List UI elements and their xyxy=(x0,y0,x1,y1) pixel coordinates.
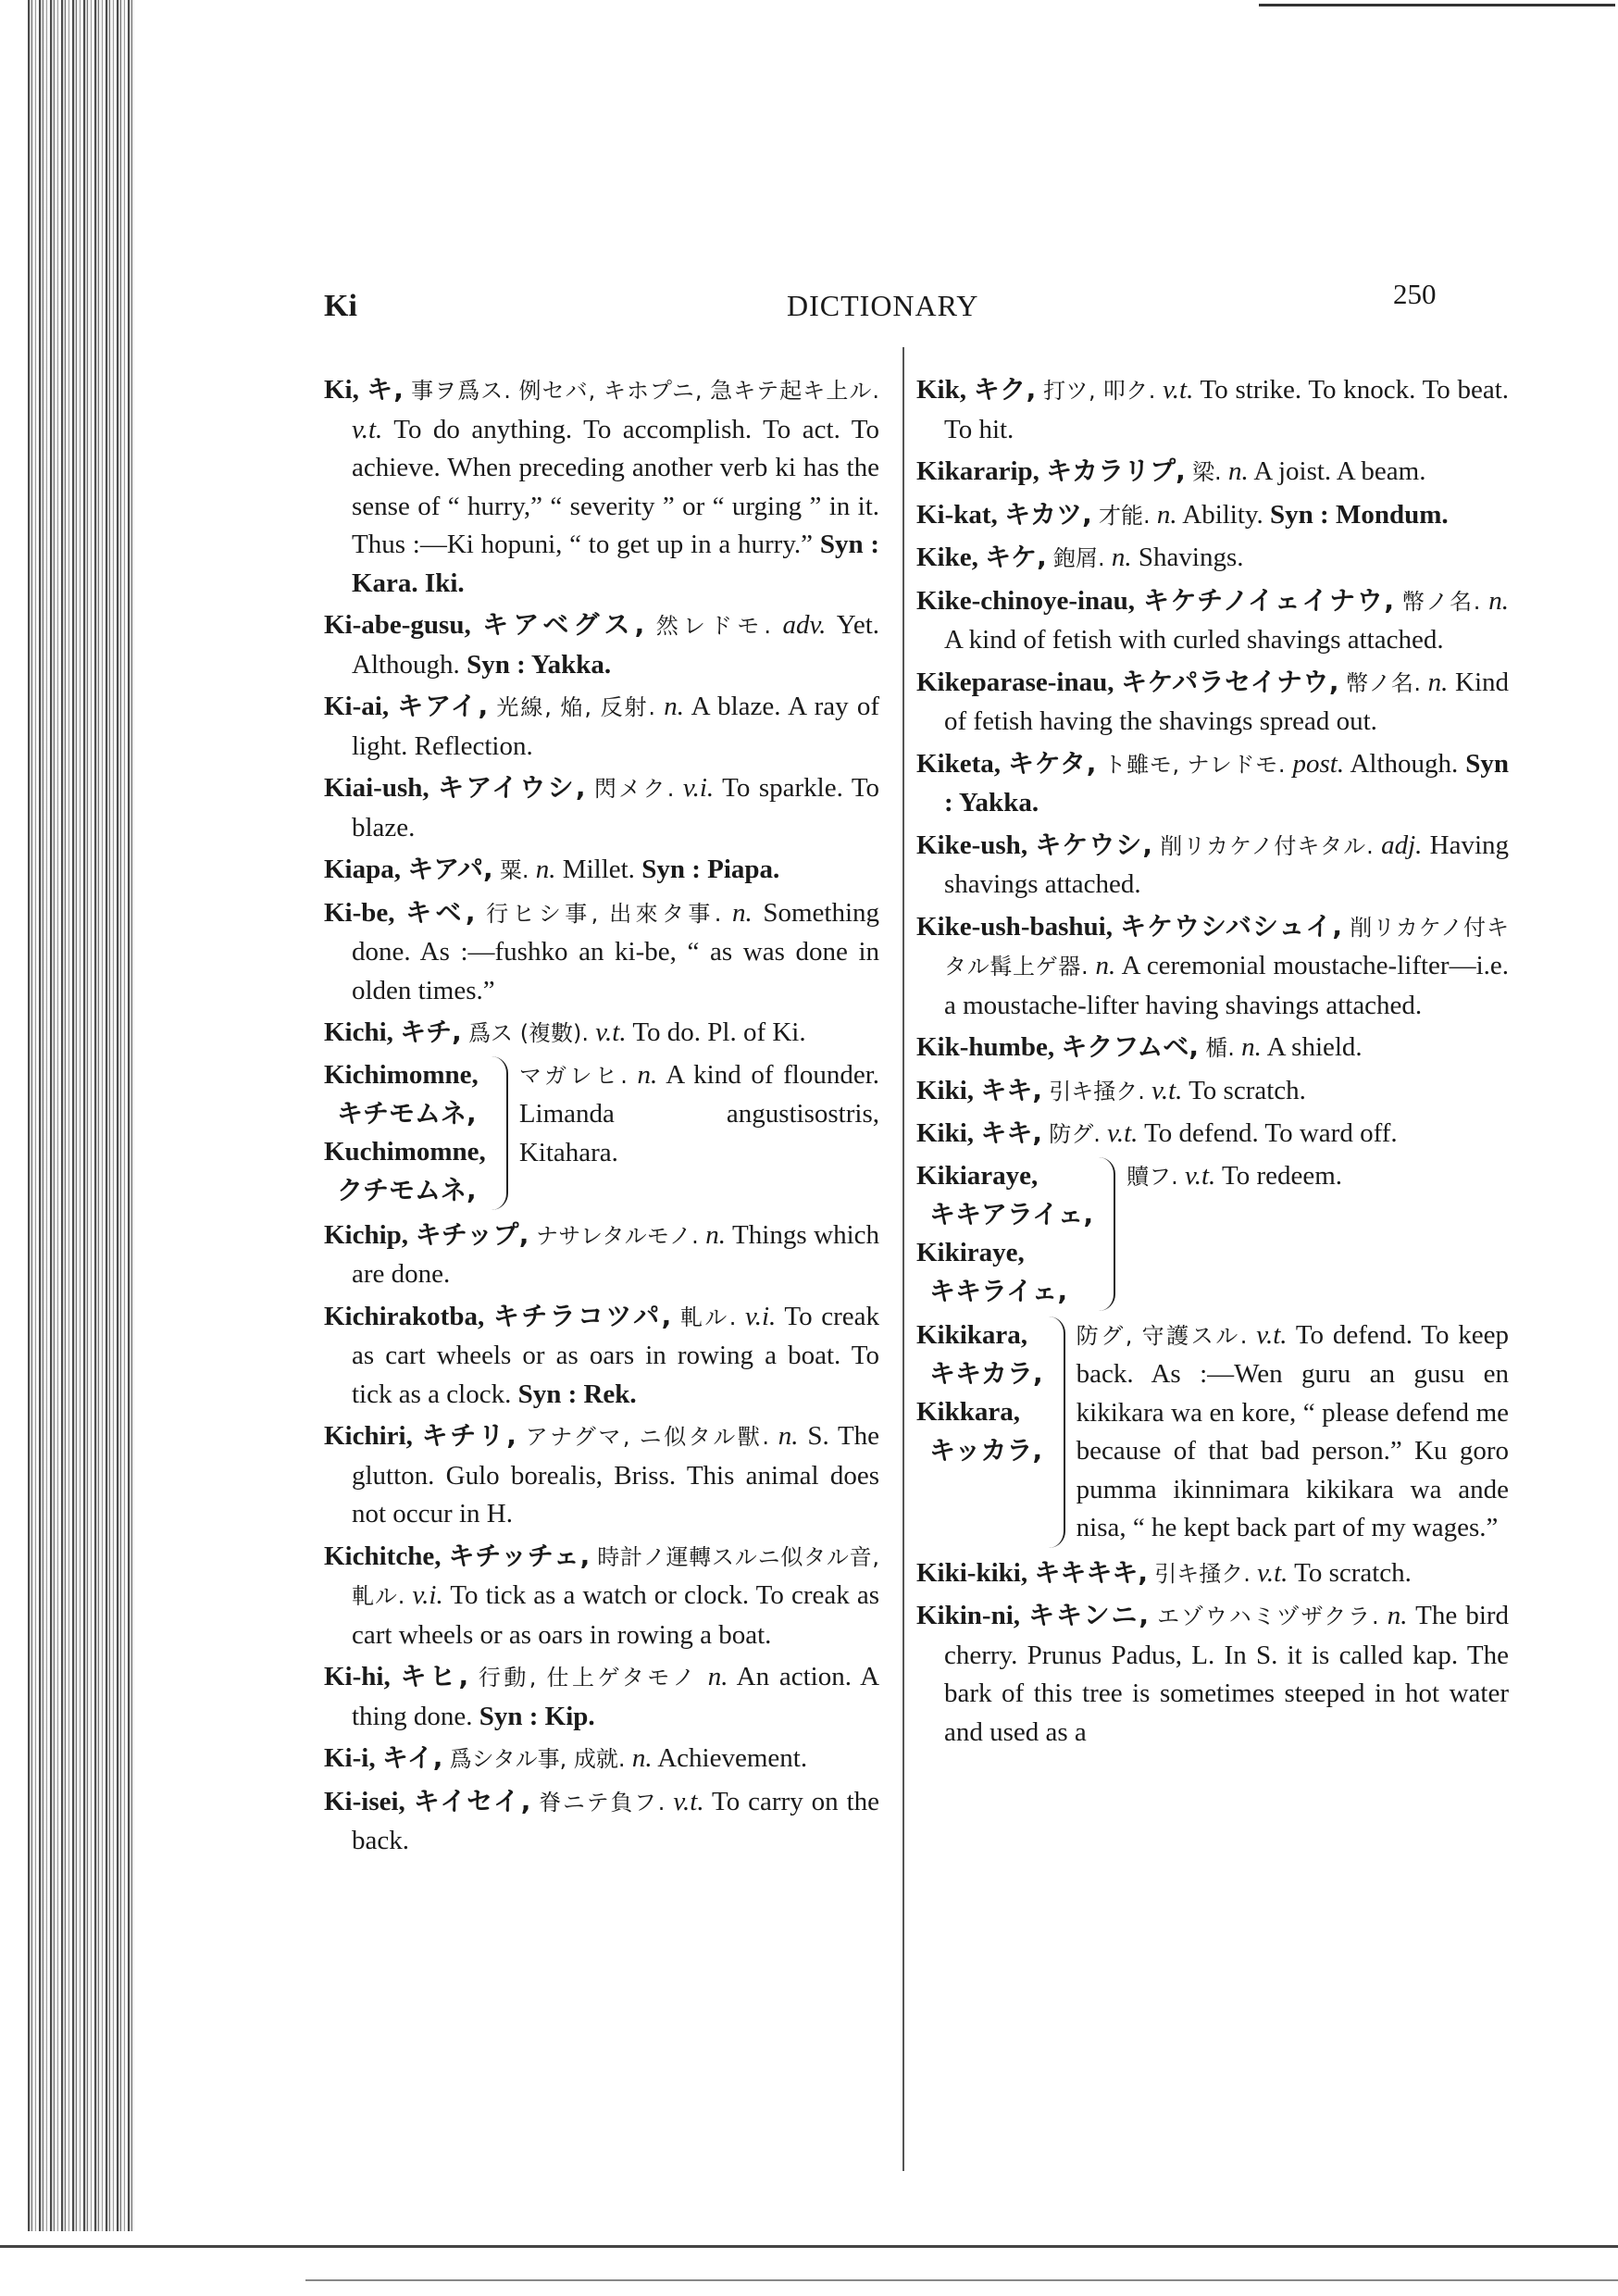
headword-kana: キキ, xyxy=(980,1074,1042,1105)
part-of-speech: n. xyxy=(1111,543,1132,572)
synonym: Syn : Kip. xyxy=(479,1701,595,1731)
definition-text: An action. A thing done. xyxy=(352,1662,880,1731)
grouped-headword: Kikkara, xyxy=(916,1396,1020,1427)
dictionary-entry xyxy=(324,370,879,603)
headword: Kiketa, xyxy=(916,748,1002,779)
headword-kana: キチップ, xyxy=(415,1218,529,1250)
definition-text: To strike. To knock. To beat. To hit. xyxy=(944,375,1510,444)
headword-kana: キケウシバシュイ, xyxy=(1120,910,1342,942)
definition-text: To scratch. xyxy=(1189,1075,1306,1105)
headword: Kichitche, xyxy=(324,1541,442,1571)
part-of-speech: n. xyxy=(1427,667,1449,697)
headword-kana: キケ, xyxy=(985,542,1047,572)
synonym: Syn : Piapa. xyxy=(641,855,780,884)
headword: Ki-hi, xyxy=(324,1662,391,1691)
column-divider xyxy=(902,347,904,2171)
definition-text: A kind of flounder. Limanda angustisostris, Kitahara. xyxy=(518,1059,879,1167)
definition-text: A ceremonial moustache-lifter—i.e. a moustache-lifter having shavings attached. xyxy=(944,951,1509,1020)
grouped-headword: Kikiaraye, xyxy=(916,1160,1039,1191)
part-of-speech: n. xyxy=(535,855,556,884)
part-of-speech: n. xyxy=(707,1662,728,1691)
headword-kana: キイセイ, xyxy=(413,1785,531,1816)
japanese-gloss: 打ツ, 叩ク. xyxy=(1043,378,1156,404)
dictionary-entry xyxy=(324,1782,879,1861)
grouping-brace xyxy=(490,1056,508,1210)
part-of-speech: n. xyxy=(1488,585,1510,616)
part-of-speech: n. xyxy=(731,897,753,928)
part-of-speech: n. xyxy=(1387,1601,1408,1630)
headword: Kiki-kiki, xyxy=(916,1557,1028,1588)
headword: Kichi, xyxy=(324,1017,393,1047)
part-of-speech: n. xyxy=(778,1421,799,1451)
headword: Kiai-ush, xyxy=(324,773,429,803)
japanese-gloss: 贖フ. xyxy=(1126,1163,1178,1190)
definition-text: Although. xyxy=(1350,748,1459,779)
dictionary-entry xyxy=(324,893,879,1011)
headword-kana: キアイウシ, xyxy=(438,772,586,803)
japanese-gloss: 幣ノ名. xyxy=(1346,669,1421,696)
japanese-gloss: 粟. xyxy=(499,857,529,883)
japanese-gloss: 防グ, 守護スル. xyxy=(1076,1322,1248,1349)
headword-kana: キベ, xyxy=(405,896,476,928)
dictionary-entry xyxy=(916,370,1509,449)
book-spine-edge xyxy=(28,0,134,2231)
definition-text: To do. Pl. of Ki. xyxy=(632,1017,806,1047)
headword: Kike-chinoye-inau, xyxy=(916,585,1136,616)
japanese-gloss: 削リカケノ付キタル. xyxy=(1160,832,1374,859)
headword: Ki-i, xyxy=(324,1743,376,1773)
grouped-headword: Kikikara, xyxy=(916,1319,1028,1350)
headword: Kike-ush, xyxy=(916,830,1028,860)
japanese-gloss: 鉋屑. xyxy=(1053,545,1105,571)
headword-kana: キアイ, xyxy=(397,691,489,721)
grouped-definition xyxy=(1077,1316,1509,1548)
japanese-gloss: 引キ掻ク. xyxy=(1049,1078,1145,1104)
part-of-speech: v.t. xyxy=(1257,1557,1288,1588)
dictionary-entry xyxy=(916,452,1509,493)
dictionary-entry xyxy=(916,1028,1509,1068)
japanese-gloss: 脊ニテ負フ. xyxy=(539,1789,666,1816)
headword: Kike-ush-bashui, xyxy=(916,911,1113,942)
right-entries-a xyxy=(916,370,1509,1154)
headword: Kichiri, xyxy=(324,1421,413,1451)
headword: Kiapa, xyxy=(324,855,401,884)
headword-kana: キケパラセイナウ, xyxy=(1121,666,1339,697)
headword-kana: キキキキ, xyxy=(1034,1556,1148,1588)
definition-text: Having shavings attached. xyxy=(944,830,1510,899)
part-of-speech: v.t. xyxy=(1107,1118,1139,1148)
part-of-speech: post. xyxy=(1292,748,1345,779)
definition-text: To do anything. To accomplish. To act. To achieve. When preceding another verb ki has the sense of “ hurry,” “ severity ” or “ urging ” in it. Thus :—Ki hopuni, “ to get up in a hurry.” xyxy=(352,414,879,559)
grouped-headword-kana: キッカラ, xyxy=(929,1435,1043,1466)
japanese-gloss: 削リカケノ付キタル髯上ゲ器. xyxy=(944,914,1510,980)
definition-text: Things which are done. xyxy=(352,1219,879,1289)
japanese-gloss: ナサレタルモノ. xyxy=(535,1222,699,1249)
dictionary-entry xyxy=(324,1297,879,1415)
right-grouped-entry-2 xyxy=(916,1316,1509,1548)
dictionary-entry xyxy=(324,605,879,684)
dictionary-entry xyxy=(324,1013,879,1054)
headword-kana: キヒ, xyxy=(400,1661,469,1691)
dictionary-entry xyxy=(324,1416,879,1534)
japanese-gloss: 梁. xyxy=(1192,459,1222,485)
page-number: 250 xyxy=(1393,278,1437,310)
dictionary-entry xyxy=(916,1071,1509,1112)
headword-kana: キチリ, xyxy=(421,1420,517,1451)
part-of-speech: n. xyxy=(1156,499,1177,530)
dictionary-entry xyxy=(916,581,1509,660)
definition-text: Millet. xyxy=(562,855,635,884)
grouped-headword-kana: キチモムネ, xyxy=(337,1098,477,1129)
headword: Kikeparase-inau, xyxy=(916,667,1114,697)
definition-text: To defend. To keep back. As :—Wen guru an gusu en kikikara wa en kore, “ please defend me because of that bad person.” Ku goro pumma ikinnimara kikikara wa ande nisa, “ he kept back part of my wages.” xyxy=(1076,1319,1510,1542)
dictionary-entry xyxy=(324,687,879,766)
dictionary-entry xyxy=(916,907,1509,1026)
dictionary-entry xyxy=(916,744,1509,823)
definition-text: A joist. A beam. xyxy=(1253,456,1426,486)
headword: Kichip, xyxy=(324,1219,409,1250)
definition-text: A shield. xyxy=(1266,1032,1363,1062)
left-column xyxy=(324,370,879,1864)
headword-kana: キケタ, xyxy=(1008,747,1097,779)
japanese-gloss: 防グ. xyxy=(1049,1121,1101,1147)
definition-text: Achievement. xyxy=(657,1743,808,1773)
part-of-speech: v.i. xyxy=(682,773,715,803)
part-of-speech: v.i. xyxy=(744,1301,777,1331)
headword-kana: キアベグス, xyxy=(482,609,645,640)
right-column xyxy=(916,370,1509,1754)
grouped-headwords xyxy=(916,1316,1043,1470)
japanese-gloss: 幣ノ名. xyxy=(1401,588,1481,615)
grouped-headword-kana: キキアライェ, xyxy=(929,1199,1094,1229)
headword-kana: キアパ, xyxy=(407,854,493,884)
right-grouped-entry-1 xyxy=(916,1157,1509,1311)
grouped-headword-kana: クチモムネ, xyxy=(337,1175,477,1205)
running-head-title: DICTIONARY xyxy=(787,289,979,322)
grouped-headword: Kikiraye, xyxy=(916,1237,1025,1267)
japanese-gloss: 然レドモ. xyxy=(655,613,772,639)
grouped-headwords xyxy=(916,1157,1093,1311)
dictionary-entry xyxy=(916,826,1509,905)
grouped-headword: Kuchimomne, xyxy=(324,1136,486,1167)
dictionary-entry xyxy=(916,495,1509,536)
headword-kana: キクフムベ, xyxy=(1061,1031,1200,1062)
definition-text: To carry on the back. xyxy=(352,1786,880,1855)
synonym: Syn : Kara. Iki. xyxy=(352,530,880,598)
left-entries-a xyxy=(324,370,879,1054)
definition-text: To redeem. xyxy=(1222,1160,1343,1191)
headword: Kiki, xyxy=(916,1118,975,1148)
headword-kana: キカラリプ, xyxy=(1046,455,1186,486)
part-of-speech: n. xyxy=(1227,456,1249,486)
headword: Kiki, xyxy=(916,1075,975,1105)
running-head-left: Ki xyxy=(324,289,357,323)
headword-kana: キク, xyxy=(973,374,1037,405)
synonym: Syn : Mondum. xyxy=(1270,499,1449,530)
japanese-gloss: 光線, 焔, 反射. xyxy=(496,694,656,720)
definition-text: A blaze. A ray of light. Reflection. xyxy=(352,692,880,761)
bottom-rule xyxy=(0,2245,1618,2248)
definition-text: A kind of fetish with curled shavings attached. xyxy=(944,625,1444,655)
grouping-brace xyxy=(1047,1316,1065,1548)
grouped-headwords xyxy=(324,1056,486,1210)
part-of-speech: v.t. xyxy=(673,1786,704,1816)
headword-kana: キキンニ, xyxy=(1028,1600,1149,1630)
dictionary-entry xyxy=(916,1114,1509,1154)
definition-text: Yet. Although. xyxy=(352,610,879,680)
headword-kana: キケウシ, xyxy=(1035,829,1153,860)
part-of-speech: n. xyxy=(1241,1032,1262,1062)
japanese-gloss: マガレヒ. xyxy=(518,1062,628,1089)
japanese-gloss: 時計ノ運轉スルニ似タル音, 軋ル. xyxy=(352,1543,879,1609)
definition-text: To scratch. xyxy=(1294,1557,1412,1588)
japanese-gloss: エゾウハミヅザクラ. xyxy=(1157,1603,1379,1629)
grouped-headword: Kichimomne, xyxy=(324,1059,479,1090)
dictionary-entry xyxy=(324,1537,879,1655)
dictionary-entry xyxy=(916,1596,1509,1752)
headword: Ki-be, xyxy=(324,897,395,928)
japanese-gloss: 閃メク. xyxy=(594,776,675,802)
dictionary-entry xyxy=(324,1739,879,1779)
japanese-gloss: アナグマ, ニ似タル獸. xyxy=(525,1424,769,1450)
headword: Ki-ai, xyxy=(324,692,390,721)
dictionary-entry xyxy=(324,768,879,847)
left-entries-b xyxy=(324,1216,879,1861)
grouped-headword-kana: キキカラ, xyxy=(929,1358,1043,1389)
synonym: Syn : Rek. xyxy=(517,1379,637,1409)
headword-kana: キイ, xyxy=(381,1742,443,1773)
top-rule xyxy=(1259,4,1615,6)
japanese-gloss: 爲ス (複數). xyxy=(468,1020,590,1046)
headword-kana: キチラコツパ, xyxy=(492,1300,672,1331)
definition-text: To defend. To ward off. xyxy=(1144,1118,1398,1148)
headword: Kike, xyxy=(916,543,978,572)
definition-text: To creak as cart wheels or as oars in rowing a boat. To tick as a clock. xyxy=(352,1301,879,1409)
definition-text: To sparkle. To blaze. xyxy=(352,773,880,842)
part-of-speech: v.t. xyxy=(1256,1319,1288,1350)
grouped-definition xyxy=(1126,1157,1509,1197)
dictionary-entry xyxy=(324,1657,879,1736)
part-of-speech: adv. xyxy=(782,610,827,640)
bottom-rule-secondary xyxy=(305,2279,1618,2281)
definition-text: Kind of fetish having the shavings spread out. xyxy=(944,667,1510,736)
japanese-gloss: 行動, 仕上ゲタモノ xyxy=(478,1665,699,1691)
headword: Kichirakotba, xyxy=(324,1301,485,1331)
definition-text: The bird cherry. Prunus Padus, L. In S. it is called kap. The bark of this tree is sometimes steeped in hot water and used as a xyxy=(944,1601,1510,1747)
synonym: Syn : Yakka. xyxy=(467,649,612,680)
japanese-gloss: 爲シタル事, 成就. xyxy=(449,1746,626,1772)
part-of-speech: v.t. xyxy=(595,1017,627,1047)
part-of-speech: adj. xyxy=(1381,830,1423,860)
definition-text: Shavings. xyxy=(1138,543,1244,572)
headword-kana: キカツ, xyxy=(1004,498,1092,530)
japanese-gloss: 行ヒシ事, 出來タ事. xyxy=(486,900,722,927)
headword: Ki, xyxy=(324,375,359,405)
left-grouped-entry xyxy=(324,1056,879,1210)
part-of-speech: v.t. xyxy=(1185,1160,1216,1191)
part-of-speech: n. xyxy=(637,1059,658,1090)
definition-text: Something done. As :—fushko an ki-be, “ as was done in olden times.” xyxy=(352,897,880,1005)
part-of-speech: v.t. xyxy=(352,414,383,444)
headword-kana: キケチノイェイナウ, xyxy=(1142,584,1394,616)
grouping-brace xyxy=(1097,1157,1115,1311)
part-of-speech: n. xyxy=(705,1219,727,1250)
headword-kana: キチッチェ, xyxy=(448,1540,591,1571)
japanese-gloss: 軋ル. xyxy=(679,1304,737,1330)
dictionary-entry xyxy=(324,850,879,891)
definition-text: Ability. xyxy=(1182,499,1263,530)
headword: Kikararip, xyxy=(916,456,1039,486)
dictionary-entry xyxy=(916,663,1509,742)
part-of-speech: v.t. xyxy=(1163,375,1194,405)
grouped-headword-kana: キキライェ, xyxy=(929,1276,1068,1306)
part-of-speech: v.t. xyxy=(1151,1075,1183,1105)
headword-kana: キ, xyxy=(367,374,404,405)
japanese-gloss: 引キ掻ク. xyxy=(1154,1560,1251,1587)
japanese-gloss: 事ヲ爲ス. 例セバ, キホプニ, 急キテ起キ上ル. xyxy=(411,378,880,404)
definition-text: S. The glutton. Gulo borealis, Briss. This animal does not occur in H. xyxy=(352,1421,880,1529)
synonym: Syn : Yakka. xyxy=(944,748,1509,817)
headword: Kik-humbe, xyxy=(916,1032,1055,1062)
dictionary-entry xyxy=(916,538,1509,579)
part-of-speech: v.i. xyxy=(412,1580,443,1610)
headword: Ki-isei, xyxy=(324,1786,405,1816)
headword: Ki-kat, xyxy=(916,499,998,530)
part-of-speech: n. xyxy=(631,1743,653,1773)
japanese-gloss: ト雖モ, ナレドモ. xyxy=(1103,751,1286,778)
part-of-speech: n. xyxy=(1095,951,1116,980)
headword-kana: キキ, xyxy=(980,1117,1042,1148)
part-of-speech: n. xyxy=(664,692,684,721)
headword: Kik, xyxy=(916,375,966,405)
dictionary-entry xyxy=(916,1554,1509,1594)
headword-kana: キチ, xyxy=(400,1017,462,1047)
headword: Ki-abe-gusu, xyxy=(324,610,471,640)
dictionary-entry xyxy=(324,1216,879,1294)
right-entries-b xyxy=(916,1554,1509,1753)
japanese-gloss: 楯. xyxy=(1205,1035,1235,1061)
grouped-definition xyxy=(519,1056,879,1173)
definition-text: To tick as a watch or clock. To creak as cart wheels or as oars in rowing a boat. xyxy=(352,1580,880,1650)
headword: Kikin-ni, xyxy=(916,1601,1021,1630)
japanese-gloss: 才能. xyxy=(1098,502,1151,529)
